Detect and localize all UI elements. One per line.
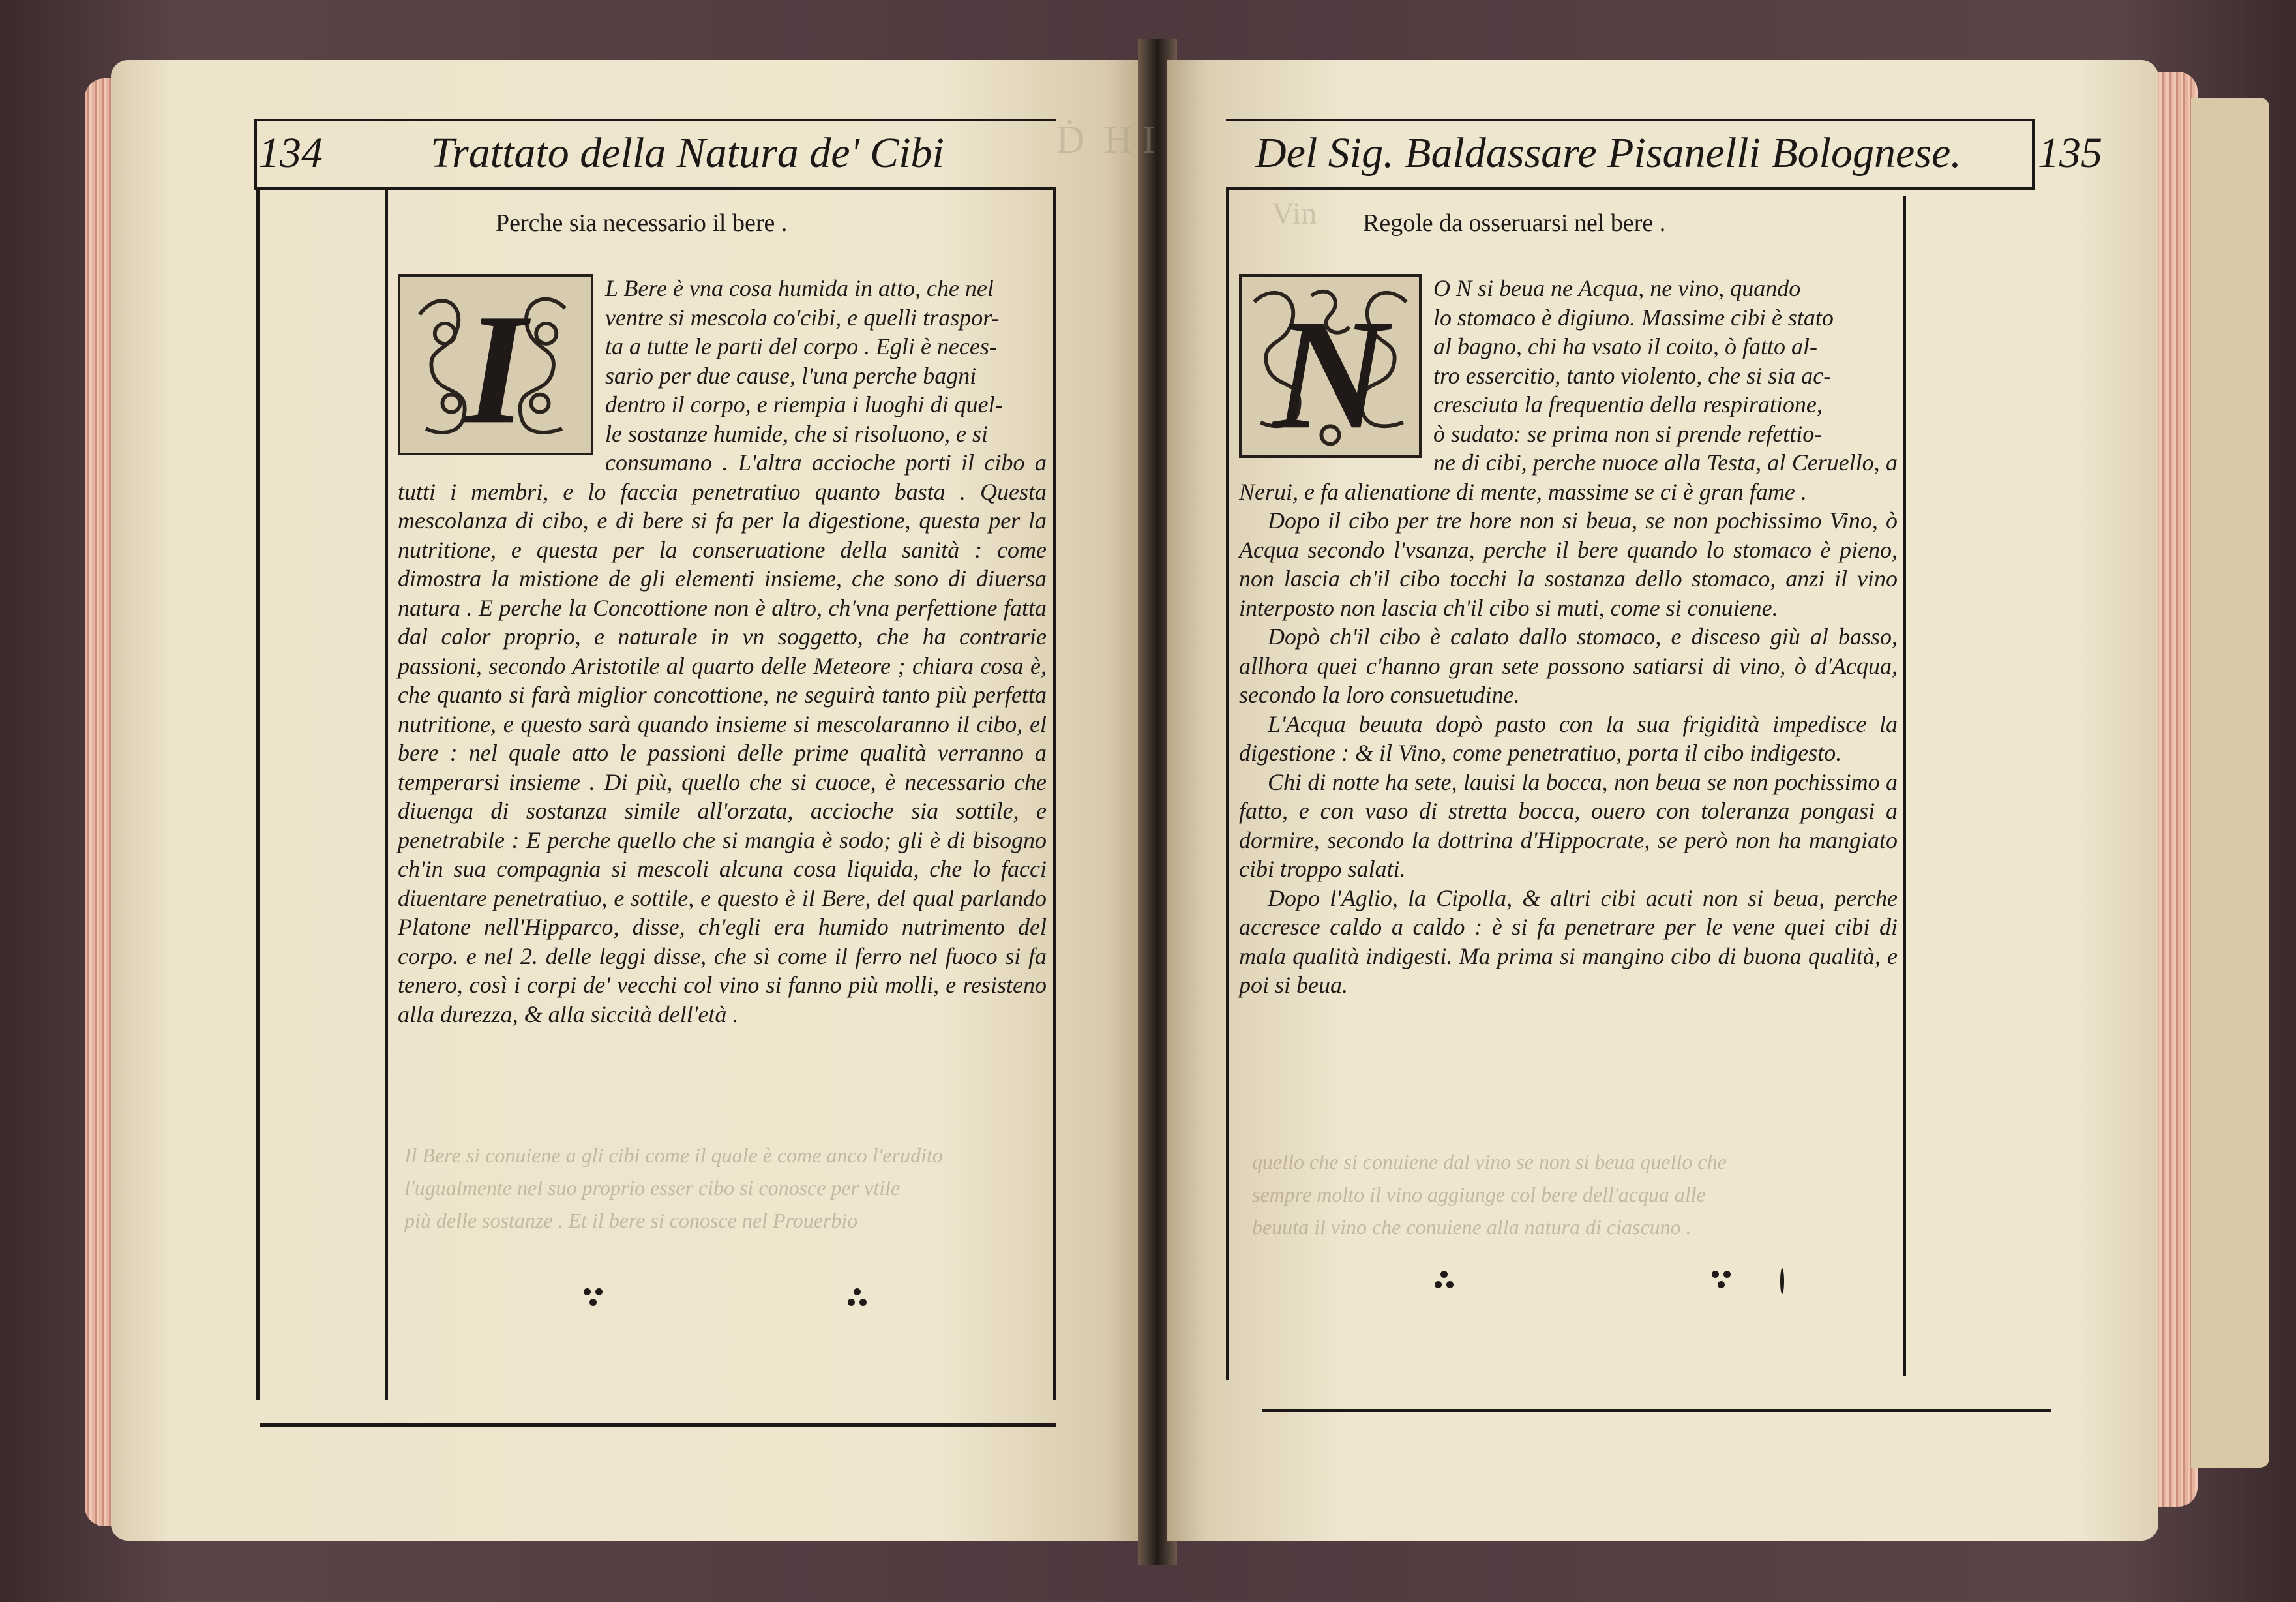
fleuron-right-2 <box>1712 1271 1738 1297</box>
show-through-text-left-2: l'ugualmente nel suo proprio esser cibo si conosce per vtile <box>404 1176 901 1200</box>
right-first-line: O N si beua ne Acqua, ne vino, quando <box>1433 275 1801 301</box>
svg-text:I: I <box>464 281 527 453</box>
right-outer-frame <box>1226 187 1229 1380</box>
right-inner-frame-line <box>1903 196 1906 1376</box>
show-through-text-right-2: sempre molto il vino aggiunge col bere dell'acqua alle <box>1252 1183 1706 1206</box>
left-header-rule-bottom <box>258 187 1056 190</box>
right-text-block <box>1239 274 1898 1000</box>
right-cap-line-4: cresciuta la frequentia della respiratione, <box>1433 391 1823 417</box>
right-footer-rule <box>1262 1409 2051 1412</box>
right-paragraph-1: Dopo il cibo per tre hore non si beua, se non pochissimo Vino, ò Acqua secondo l'vsanza, perche il bere quando lo stomaco è pieno, non lascia ch'il cibo tocchi la sostanza dello stomaco, anzi il vino interposto non lascia ch'il cibo si muti, come si conuiene. <box>1239 507 1898 621</box>
left-text-block <box>398 274 1047 1029</box>
left-cap-line-3: sario per due cause, l'una perche bagni <box>605 362 977 389</box>
left-inner-frame-line <box>385 187 388 1400</box>
dropcap-n <box>1239 274 1422 458</box>
right-subtitle: Regole da osseruarsi nel bere . <box>1363 209 1666 237</box>
show-through-text-left-3: più delle sostanze . Et il bere si conosce nel Prouerbio <box>404 1209 858 1232</box>
show-through-text-left: Il Bere si conuiene a gli cibi come il quale è come anco l'erudito <box>404 1143 943 1167</box>
right-header-rule-side <box>2032 119 2035 190</box>
dropcap-i <box>398 274 593 455</box>
running-title-right: Del Sig. Baldassare Pisanelli Bolognese. <box>1255 129 1961 177</box>
running-title-left: Trattato della Natura de' Cibi <box>430 129 944 177</box>
left-right-frame-line <box>1053 187 1056 1400</box>
right-paragraph-4: Chi di notte ha sete, lauisi la bocca, non beua se non pochissimo a fatto, e con vaso di stretta bocca, ouero con toleranza pongasi a dormire, secondo la dottrina d'Hippocrate, se però non ha mangiato cibi troppo salati. <box>1239 768 1898 882</box>
right-paragraph-5: Dopo l'Aglio, la Cipolla, & altri cibi acuti non si beua, perche accresce caldo a caldo : è si fa penetrare per le vene quei cibi di mala qualità indigesti. Ma prima si mangino cibo di buona qualità, e poi si beua. <box>1239 884 1898 998</box>
left-outer-frame <box>256 187 260 1400</box>
right-cap-line-1: lo stomaco è digiuno. Massime cibi è stato <box>1433 304 1834 331</box>
fleuron-right-1 <box>1435 1271 1461 1297</box>
fleuron-left-1 <box>584 1288 610 1314</box>
right-cap-line-5: ò sudato: se prima non si prende refettio- <box>1433 420 1823 447</box>
flyleaf <box>2191 98 2269 1468</box>
left-cap-line-4: dentro il corpo, e riempia i luoghi di quel- <box>605 391 1003 417</box>
left-cap-line-2: ta a tutte le parti del corpo . Egli è neces- <box>605 333 997 359</box>
left-header-rule-side <box>254 119 257 190</box>
left-cap-line-1: ventre si mescola co'cibi, e quelli traspor- <box>605 304 1000 331</box>
left-header-rule-top <box>254 119 1056 121</box>
left-footer-rule <box>260 1423 1056 1427</box>
floral-initial-n-icon <box>1242 277 1419 455</box>
left-body-paragraph: consumano . L'altra accioche porti il cibo a tutti i membri, e lo faccia penetratiuo quanto basta . Questa mescolanza di cibo, e di bere si fa per la digestione, questa per la nutritione, e questa per la conseruatione della sanità : come dimostra la mistione de gli elementi insieme, che sono di diuersa natura . E perche la Concottione non è altro, ch'vna perfettione fatta dal calor proprio, e naturale in vn soggetto, che ha contrarie passioni, secondo Aristotile al quarto delle Meteore ; chiara cosa è, che quanto si farà miglior concottione, ne seguirà tanto più perfetta nutritione, e questo sarà quando insieme si mescolaranno il cibo, el bere : nel quale atto le passioni delle prime qualità verranno a temperarsi insieme . Di più, quello che si cuoce, è necessario che diuenga di sostanza simile all'orzata, accioche sia sottile, e penetrabile : E perche quello che si mangia è sodo; gli è di bisogno ch'in sua compagnia si mescoli alcuna cosa liquida, che lo facci diuentare penetratiuo, e sottile, e questo è il Bere, del qual parlando Platone nell'Hipparco, disse, ch'egli era humido nutrimento del corpo. e nel 2. delle leggi disse, che sì come il ferro nel fuoco si fa tenero, così i corpi de' vecchi col vino si fanno più molli, e resisteno alla durezza, & alla siccità dell'età . <box>398 449 1047 1027</box>
right-cap-line-3: tro essercitio, tanto violento, che si sia ac- <box>1433 362 1832 389</box>
fleuron-left-2 <box>848 1288 874 1314</box>
page-number-right: 135 <box>2038 129 2102 177</box>
show-through-right: Vin <box>1272 196 1317 231</box>
left-cap-line-5: le sostanze humide, che si risoluono, e si <box>605 420 988 447</box>
show-through-text-right-3: beuuta il vino che conuiene alla natura di ciascuno . <box>1252 1215 1692 1239</box>
ink-mark <box>1780 1268 1784 1294</box>
svg-text:N: N <box>1273 286 1388 455</box>
floral-initial-i-icon <box>400 277 591 453</box>
right-header-rule-bottom <box>1226 187 2035 190</box>
left-first-line: L Bere è vna cosa humida in atto, che nel <box>605 275 994 301</box>
show-through-left: Ḋ H I <box>1056 118 1155 161</box>
page-number-left: 134 <box>258 129 323 177</box>
right-paragraph-2: Dopò ch'il cibo è calato dallo stomaco, e disceso giù al basso, allhora quei c'hanno gran sete possono satiarsi di vino, ò d'Acqua, secondo la loro consuetudine. <box>1239 624 1898 708</box>
right-paragraph-3: L'Acqua beuuta dopò pasto con la sua frigidità impedisce la digestione : & il Vino, come penetratiuo, porta il cibo indigesto. <box>1239 710 1898 766</box>
right-first-paragraph-end: ne di cibi, perche nuoce alla Testa, al Ceruello, a Nerui, e fa alienatione di mente, massime se ci è gran fame . <box>1239 449 1898 505</box>
show-through-text-right: quello che si conuiene dal vino se non si beua quello che <box>1252 1150 1727 1173</box>
right-header-rule-top <box>1226 119 2035 121</box>
right-cap-line-2: al bagno, chi ha vsato il coito, ò fatto al- <box>1433 333 1817 359</box>
left-subtitle: Perche sia necessario il bere . <box>496 209 788 237</box>
